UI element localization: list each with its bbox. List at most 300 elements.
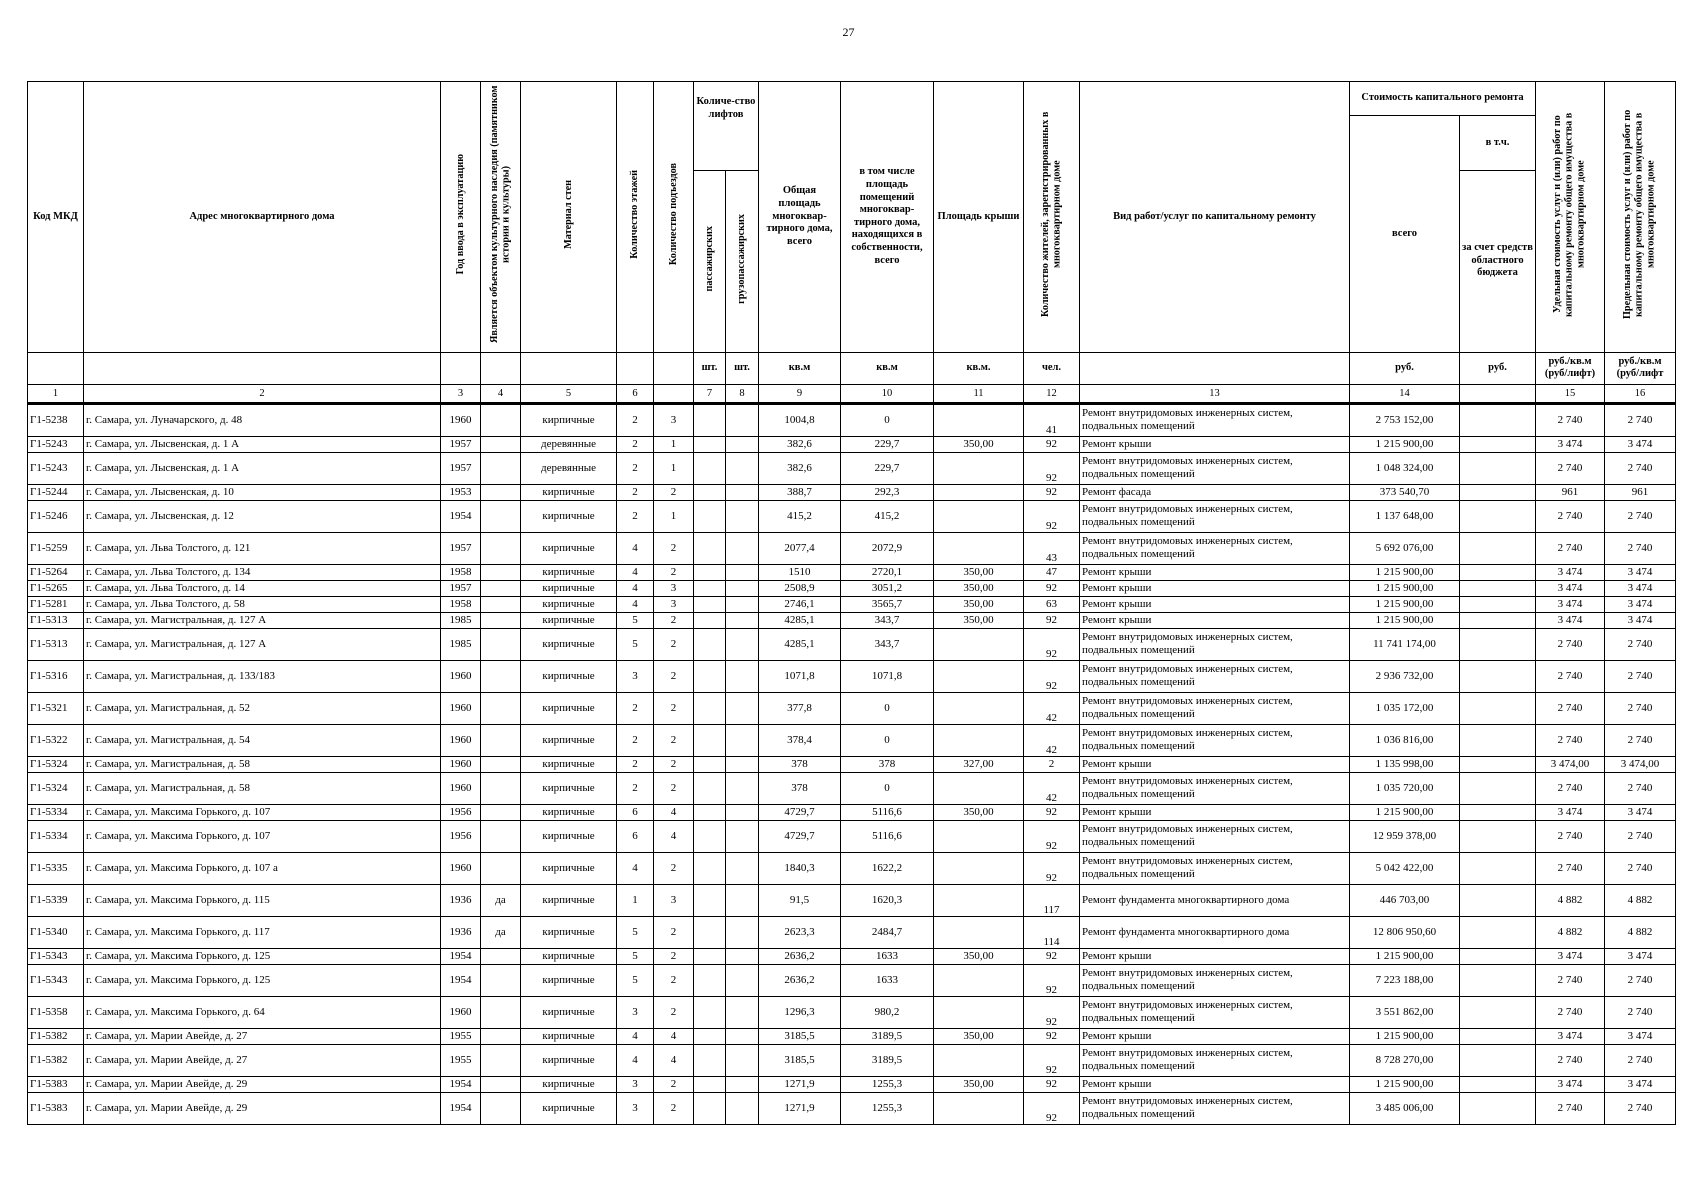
cost-regional-cell [1460, 948, 1536, 964]
heritage-cell: да [481, 884, 521, 916]
lifts-cargo-cell [726, 484, 759, 500]
material-cell: кирпичные [521, 964, 617, 996]
table-row [28, 580, 1676, 596]
area-owned-cell: 3189,5 [841, 1044, 934, 1076]
floors-cell: 6 [617, 804, 654, 820]
work-type-cell: Ремонт крыши [1080, 948, 1350, 964]
address-cell: г. Самара, ул. Магистральная, д. 58 [84, 756, 441, 772]
floors-cell: 5 [617, 964, 654, 996]
cost-total-cell: 1 215 900,00 [1350, 804, 1460, 820]
unit-cost-cell: 2 740 [1536, 500, 1605, 532]
floors-cell: 2 [617, 692, 654, 724]
lifts-cargo-cell [726, 403, 759, 436]
roof-area-cell [934, 852, 1024, 884]
repair-register-table [27, 81, 1676, 1125]
lifts-pass-cell [694, 612, 726, 628]
cost-regional-cell [1460, 756, 1536, 772]
cost-regional-cell [1460, 612, 1536, 628]
year-cell: 1955 [441, 1028, 481, 1044]
unit-sqm: кв.м [759, 352, 841, 384]
limit-cost-cell: 2 740 [1605, 996, 1676, 1028]
unit-pcs: шт. [694, 352, 726, 384]
address-cell: г. Самара, ул. Лысвенская, д. 1 А [84, 436, 441, 452]
column-number: 14 [1350, 384, 1460, 403]
cost-total-cell: 373 540,70 [1350, 484, 1460, 500]
floors-cell: 1 [617, 884, 654, 916]
lifts-cargo-cell [726, 884, 759, 916]
area-total-cell: 1271,9 [759, 1076, 841, 1092]
limit-cost-cell: 3 474,00 [1605, 756, 1676, 772]
cost-regional-cell [1460, 403, 1536, 436]
material-cell: кирпичные [521, 1028, 617, 1044]
area-owned-cell: 415,2 [841, 500, 934, 532]
area-total-cell: 2077,4 [759, 532, 841, 564]
entrances-cell: 4 [654, 1028, 694, 1044]
material-cell: деревянные [521, 452, 617, 484]
area-total-cell: 3185,5 [759, 1028, 841, 1044]
header-lifts-cargo: грузопассажирских [726, 170, 759, 352]
cost-regional-cell [1460, 1092, 1536, 1124]
table-row [28, 436, 1676, 452]
cost-total-cell: 3 485 006,00 [1350, 1092, 1460, 1124]
address-cell: г. Самара, ул. Магистральная, д. 127 А [84, 628, 441, 660]
year-cell: 1960 [441, 756, 481, 772]
area-owned-cell: 1620,3 [841, 884, 934, 916]
cost-total-cell: 1 215 900,00 [1350, 1028, 1460, 1044]
heritage-cell [481, 692, 521, 724]
area-total-cell: 1840,3 [759, 852, 841, 884]
entrances-cell: 2 [654, 628, 694, 660]
heritage-cell [481, 1076, 521, 1092]
heritage-cell [481, 403, 521, 436]
roof-area-cell [934, 1044, 1024, 1076]
kod-cell: Г1-5343 [28, 964, 84, 996]
floors-cell: 5 [617, 612, 654, 628]
material-cell: кирпичные [521, 916, 617, 948]
unit-cost-cell: 2 740 [1536, 724, 1605, 756]
table-row [28, 596, 1676, 612]
unit-cost-cell: 4 882 [1536, 884, 1605, 916]
lifts-pass-cell [694, 660, 726, 692]
material-cell: кирпичные [521, 692, 617, 724]
unit-cost-cell: 961 [1536, 484, 1605, 500]
address-cell: г. Самара, ул. Луначарского, д. 48 [84, 403, 441, 436]
lifts-cargo-cell [726, 1028, 759, 1044]
cost-regional-cell [1460, 580, 1536, 596]
cost-total-cell: 12 959 378,00 [1350, 820, 1460, 852]
work-type-cell: Ремонт крыши [1080, 612, 1350, 628]
material-cell: кирпичные [521, 756, 617, 772]
residents-cell: 92 [1024, 1028, 1080, 1044]
lifts-cargo-cell [726, 628, 759, 660]
unit-cost-cell: 4 882 [1536, 916, 1605, 948]
area-owned-cell: 2720,1 [841, 564, 934, 580]
unit-cost-cell: 2 740 [1536, 628, 1605, 660]
kod-cell: Г1-5246 [28, 500, 84, 532]
roof-area-cell [934, 500, 1024, 532]
roof-area-cell: 350,00 [934, 948, 1024, 964]
floors-cell: 4 [617, 596, 654, 612]
lifts-cargo-cell [726, 724, 759, 756]
limit-cost-cell: 2 740 [1605, 628, 1676, 660]
limit-cost-cell: 3 474 [1605, 1028, 1676, 1044]
unit-cost-cell: 2 740 [1536, 820, 1605, 852]
cost-regional-cell [1460, 916, 1536, 948]
roof-area-cell: 350,00 [934, 1028, 1024, 1044]
lifts-pass-cell [694, 772, 726, 804]
kod-cell: Г1-5264 [28, 564, 84, 580]
year-cell: 1985 [441, 628, 481, 660]
unit-cost-cell: 3 474 [1536, 612, 1605, 628]
address-cell: г. Самара, ул. Максима Горького, д. 64 [84, 996, 441, 1028]
lifts-pass-cell [694, 596, 726, 612]
lifts-pass-cell [694, 1028, 726, 1044]
area-owned-cell: 3565,7 [841, 596, 934, 612]
table-row [28, 804, 1676, 820]
address-cell: г. Самара, ул. Льва Толстого, д. 58 [84, 596, 441, 612]
area-total-cell: 382,6 [759, 452, 841, 484]
table-row [28, 996, 1676, 1028]
lifts-pass-cell [694, 916, 726, 948]
kod-cell: Г1-5243 [28, 436, 84, 452]
heritage-cell [481, 964, 521, 996]
year-cell: 1960 [441, 772, 481, 804]
floors-cell: 3 [617, 1092, 654, 1124]
cost-total-cell: 1 215 900,00 [1350, 436, 1460, 452]
unit-rub: руб. [1350, 352, 1460, 384]
lifts-cargo-cell [726, 612, 759, 628]
column-number: 4 [481, 384, 521, 403]
work-type-cell: Ремонт внутридомовых инженерных систем, подвальных помещений [1080, 403, 1350, 436]
cost-total-cell: 1 215 900,00 [1350, 612, 1460, 628]
entrances-cell: 2 [654, 772, 694, 804]
table-row [28, 692, 1676, 724]
table-row [28, 612, 1676, 628]
residents-cell: 114 [1024, 916, 1080, 948]
heritage-cell [481, 660, 521, 692]
floors-cell: 2 [617, 403, 654, 436]
roof-area-cell: 350,00 [934, 1076, 1024, 1092]
cost-total-cell: 1 048 324,00 [1350, 452, 1460, 484]
roof-area-cell: 350,00 [934, 612, 1024, 628]
cost-regional-cell [1460, 804, 1536, 820]
area-owned-cell: 3051,2 [841, 580, 934, 596]
table-header [28, 82, 1676, 404]
lifts-pass-cell [694, 436, 726, 452]
roof-area-cell [934, 692, 1024, 724]
entrances-cell: 4 [654, 1044, 694, 1076]
lifts-cargo-cell [726, 500, 759, 532]
lifts-cargo-cell [726, 772, 759, 804]
address-cell: г. Самара, ул. Марии Авейде, д. 29 [84, 1076, 441, 1092]
cost-total-cell: 1 215 900,00 [1350, 596, 1460, 612]
lifts-pass-cell [694, 996, 726, 1028]
lifts-cargo-cell [726, 1076, 759, 1092]
address-cell: г. Самара, ул. Магистральная, д. 54 [84, 724, 441, 756]
lifts-pass-cell [694, 484, 726, 500]
heritage-cell [481, 452, 521, 484]
floors-cell: 2 [617, 724, 654, 756]
material-cell: кирпичные [521, 1076, 617, 1092]
cost-total-cell: 2 936 732,00 [1350, 660, 1460, 692]
work-type-cell: Ремонт фундамента многоквартирного дома [1080, 884, 1350, 916]
cost-regional-cell [1460, 484, 1536, 500]
column-number: 12 [1024, 384, 1080, 403]
area-owned-cell: 229,7 [841, 436, 934, 452]
area-owned-cell: 0 [841, 692, 934, 724]
header-address: Адрес многоквартирного дома [84, 82, 441, 353]
cost-total-cell: 1 135 998,00 [1350, 756, 1460, 772]
cost-regional-cell [1460, 564, 1536, 580]
unit-cost-cell: 2 740 [1536, 964, 1605, 996]
area-total-cell: 1004,8 [759, 403, 841, 436]
year-cell: 1955 [441, 1044, 481, 1076]
header-cost-incl: в т.ч. [1460, 116, 1536, 171]
area-total-cell: 2636,2 [759, 964, 841, 996]
heritage-cell [481, 724, 521, 756]
lifts-cargo-cell [726, 996, 759, 1028]
kod-cell: Г1-5316 [28, 660, 84, 692]
year-cell: 1960 [441, 996, 481, 1028]
lifts-pass-cell [694, 580, 726, 596]
residents-cell: 92 [1024, 804, 1080, 820]
entrances-cell: 2 [654, 964, 694, 996]
residents-cell: 42 [1024, 692, 1080, 724]
column-number: 8 [726, 384, 759, 403]
address-cell: г. Самара, ул. Максима Горького, д. 107 [84, 820, 441, 852]
unit-rate: руб./кв.м (руб/лифт [1605, 352, 1676, 384]
entrances-cell: 1 [654, 500, 694, 532]
area-owned-cell: 1071,8 [841, 660, 934, 692]
lifts-pass-cell [694, 820, 726, 852]
entrances-cell: 2 [654, 756, 694, 772]
residents-cell: 92 [1024, 500, 1080, 532]
cost-regional-cell [1460, 692, 1536, 724]
lifts-pass-cell [694, 500, 726, 532]
cost-total-cell: 12 806 950,60 [1350, 916, 1460, 948]
work-type-cell: Ремонт внутридомовых инженерных систем, подвальных помещений [1080, 820, 1350, 852]
material-cell: кирпичные [521, 580, 617, 596]
unit-rub: руб. [1460, 352, 1536, 384]
table-row [28, 756, 1676, 772]
kod-cell: Г1-5281 [28, 596, 84, 612]
limit-cost-cell: 2 740 [1605, 692, 1676, 724]
cost-total-cell: 5 042 422,00 [1350, 852, 1460, 884]
units-row [28, 352, 1676, 384]
heritage-cell [481, 820, 521, 852]
year-cell: 1954 [441, 964, 481, 996]
table-row [28, 964, 1676, 996]
entrances-cell: 4 [654, 804, 694, 820]
area-total-cell: 2746,1 [759, 596, 841, 612]
material-cell: кирпичные [521, 564, 617, 580]
roof-area-cell [934, 484, 1024, 500]
column-number: 13 [1080, 384, 1350, 403]
unit-cost-cell: 3 474 [1536, 564, 1605, 580]
residents-cell: 92 [1024, 660, 1080, 692]
lifts-cargo-cell [726, 1044, 759, 1076]
limit-cost-cell: 2 740 [1605, 820, 1676, 852]
table-row [28, 532, 1676, 564]
floors-cell: 2 [617, 500, 654, 532]
lifts-pass-cell [694, 1076, 726, 1092]
area-total-cell: 378 [759, 772, 841, 804]
residents-cell: 41 [1024, 403, 1080, 436]
residents-cell: 92 [1024, 964, 1080, 996]
entrances-cell: 1 [654, 452, 694, 484]
year-cell: 1954 [441, 948, 481, 964]
table-row [28, 820, 1676, 852]
floors-cell: 2 [617, 772, 654, 804]
area-total-cell: 3185,5 [759, 1044, 841, 1076]
cost-regional-cell [1460, 996, 1536, 1028]
kod-cell: Г1-5265 [28, 580, 84, 596]
year-cell: 1960 [441, 660, 481, 692]
material-cell: кирпичные [521, 403, 617, 436]
header-heritage: Является объектом культурного наследия (памятником истории и культуры) [481, 82, 521, 353]
address-cell: г. Самара, ул. Максима Горького, д. 107 [84, 804, 441, 820]
year-cell: 1936 [441, 916, 481, 948]
kod-cell: Г1-5339 [28, 884, 84, 916]
area-total-cell: 2508,9 [759, 580, 841, 596]
unit-cost-cell: 3 474,00 [1536, 756, 1605, 772]
table-row [28, 564, 1676, 580]
floors-cell: 4 [617, 532, 654, 564]
area-owned-cell: 378 [841, 756, 934, 772]
column-number: 5 [521, 384, 617, 403]
lifts-cargo-cell [726, 436, 759, 452]
table-row [28, 403, 1676, 436]
work-type-cell: Ремонт внутридомовых инженерных систем, подвальных помещений [1080, 532, 1350, 564]
year-cell: 1957 [441, 436, 481, 452]
table-row [28, 1044, 1676, 1076]
column-number: 10 [841, 384, 934, 403]
kod-cell: Г1-5382 [28, 1028, 84, 1044]
entrances-cell: 4 [654, 820, 694, 852]
floors-cell: 2 [617, 484, 654, 500]
unit-cost-cell: 2 740 [1536, 692, 1605, 724]
kod-cell: Г1-5238 [28, 403, 84, 436]
roof-area-cell [934, 916, 1024, 948]
table-row [28, 772, 1676, 804]
limit-cost-cell: 3 474 [1605, 1076, 1676, 1092]
material-cell: кирпичные [521, 948, 617, 964]
work-type-cell: Ремонт внутридомовых инженерных систем, подвальных помещений [1080, 964, 1350, 996]
residents-cell: 92 [1024, 580, 1080, 596]
area-total-cell: 4729,7 [759, 820, 841, 852]
table-row [28, 1076, 1676, 1092]
entrances-cell: 2 [654, 1092, 694, 1124]
area-total-cell: 1510 [759, 564, 841, 580]
residents-cell: 92 [1024, 1044, 1080, 1076]
limit-cost-cell: 4 882 [1605, 884, 1676, 916]
roof-area-cell [934, 628, 1024, 660]
entrances-cell: 2 [654, 1076, 694, 1092]
work-type-cell: Ремонт внутридомовых инженерных систем, подвальных помещений [1080, 628, 1350, 660]
unit-people: чел. [1024, 352, 1080, 384]
area-owned-cell: 5116,6 [841, 804, 934, 820]
lifts-cargo-cell [726, 692, 759, 724]
floors-cell: 2 [617, 756, 654, 772]
roof-area-cell: 350,00 [934, 436, 1024, 452]
limit-cost-cell: 3 474 [1605, 612, 1676, 628]
heritage-cell: да [481, 916, 521, 948]
residents-cell: 92 [1024, 612, 1080, 628]
floors-cell: 6 [617, 820, 654, 852]
heritage-cell [481, 772, 521, 804]
area-total-cell: 2623,3 [759, 916, 841, 948]
header-unit-cost: Удельная стоимость услуг и (или) работ по капитальному ремонту общего имущества в многоквартирном доме [1536, 82, 1605, 353]
area-owned-cell: 3189,5 [841, 1028, 934, 1044]
residents-cell: 43 [1024, 532, 1080, 564]
lifts-cargo-cell [726, 948, 759, 964]
year-cell: 1956 [441, 804, 481, 820]
floors-cell: 3 [617, 996, 654, 1028]
limit-cost-cell: 2 740 [1605, 724, 1676, 756]
heritage-cell [481, 532, 521, 564]
cost-total-cell: 11 741 174,00 [1350, 628, 1460, 660]
heritage-cell [481, 804, 521, 820]
area-owned-cell: 0 [841, 403, 934, 436]
table-row [28, 660, 1676, 692]
table-body [28, 403, 1676, 1124]
lifts-cargo-cell [726, 596, 759, 612]
roof-area-cell: 350,00 [934, 564, 1024, 580]
work-type-cell: Ремонт внутридомовых инженерных систем, подвальных помещений [1080, 996, 1350, 1028]
kod-cell: Г1-5322 [28, 724, 84, 756]
column-number: 15 [1536, 384, 1605, 403]
lifts-pass-cell [694, 532, 726, 564]
area-total-cell: 1296,3 [759, 996, 841, 1028]
year-cell: 1957 [441, 532, 481, 564]
entrances-cell: 3 [654, 884, 694, 916]
roof-area-cell [934, 772, 1024, 804]
work-type-cell: Ремонт внутридомовых инженерных систем, подвальных помещений [1080, 692, 1350, 724]
column-number: 3 [441, 384, 481, 403]
year-cell: 1958 [441, 596, 481, 612]
cost-total-cell: 2 753 152,00 [1350, 403, 1460, 436]
header-roof-area: Площадь крыши [934, 82, 1024, 353]
cost-total-cell: 1 137 648,00 [1350, 500, 1460, 532]
area-owned-cell: 292,3 [841, 484, 934, 500]
area-owned-cell: 229,7 [841, 452, 934, 484]
unit-cost-cell: 3 474 [1536, 596, 1605, 612]
heritage-cell [481, 612, 521, 628]
work-type-cell: Ремонт крыши [1080, 564, 1350, 580]
heritage-cell [481, 484, 521, 500]
address-cell: г. Самара, ул. Марии Авейде, д. 27 [84, 1028, 441, 1044]
address-cell: г. Самара, ул. Лысвенская, д. 12 [84, 500, 441, 532]
year-cell: 1957 [441, 580, 481, 596]
cost-regional-cell [1460, 452, 1536, 484]
area-total-cell: 4285,1 [759, 612, 841, 628]
kod-cell: Г1-5313 [28, 612, 84, 628]
header-lifts: Количе-ство лифтов [694, 82, 759, 171]
heritage-cell [481, 500, 521, 532]
year-cell: 1958 [441, 564, 481, 580]
cost-total-cell: 5 692 076,00 [1350, 532, 1460, 564]
material-cell: кирпичные [521, 1044, 617, 1076]
roof-area-cell [934, 724, 1024, 756]
column-number: 6 [617, 384, 654, 403]
material-cell: кирпичные [521, 772, 617, 804]
lifts-pass-cell [694, 403, 726, 436]
roof-area-cell [934, 820, 1024, 852]
header-year: Год ввода в эксплуатацию [441, 82, 481, 353]
roof-area-cell [934, 884, 1024, 916]
table-row [28, 852, 1676, 884]
limit-cost-cell: 3 474 [1605, 436, 1676, 452]
